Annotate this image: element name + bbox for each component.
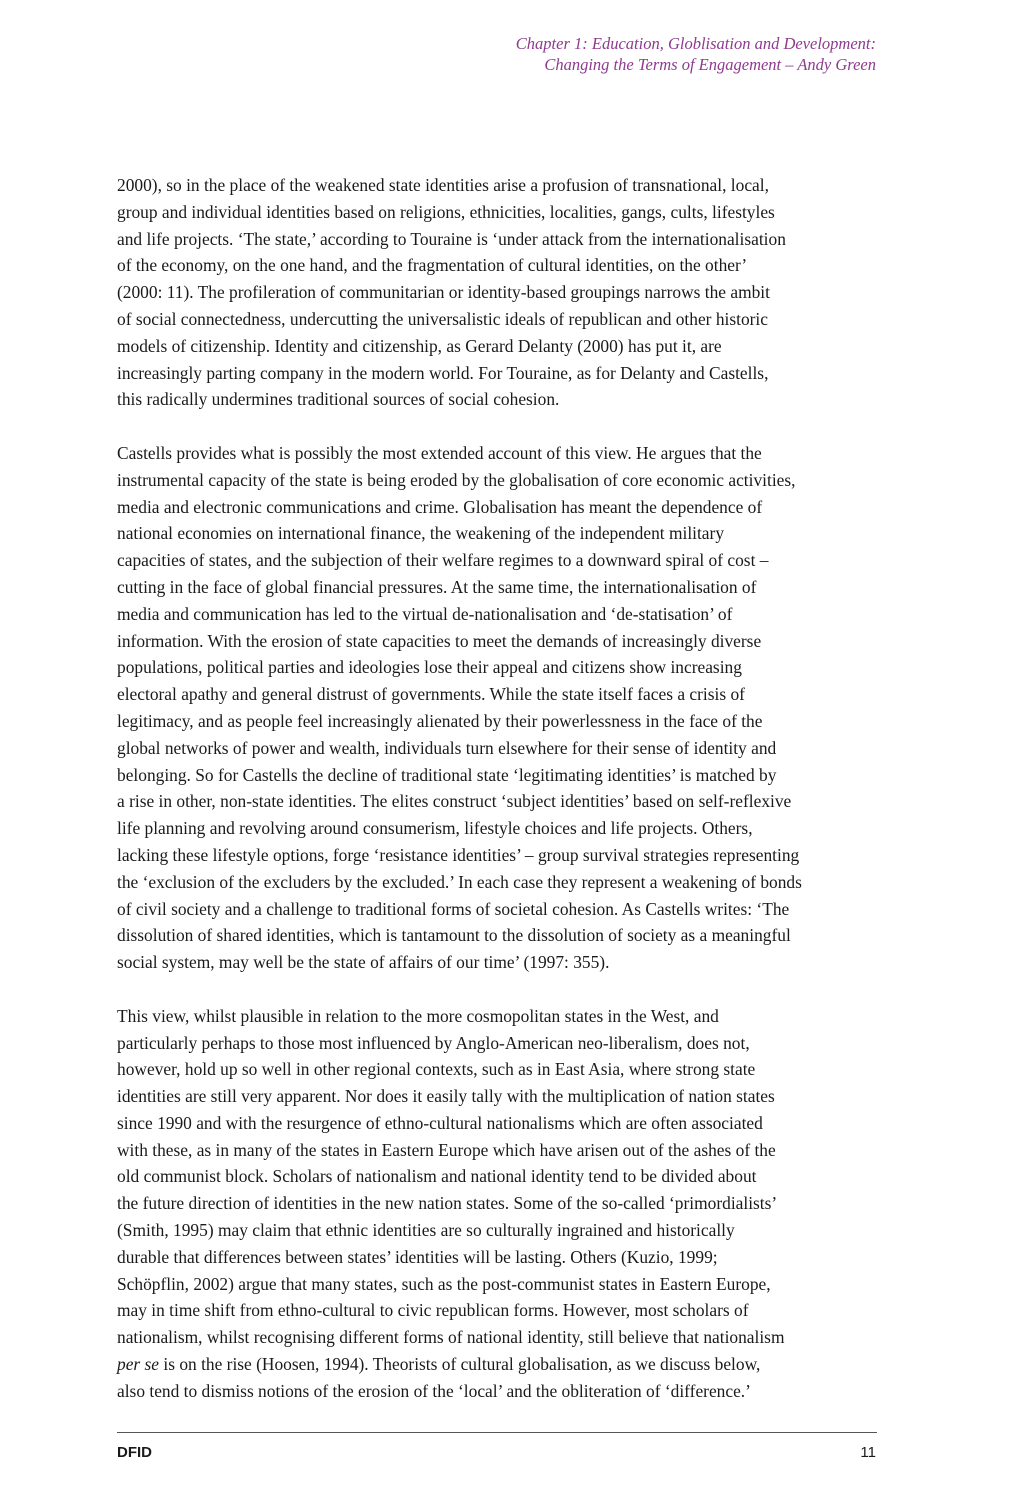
- running-header: [516, 33, 876, 75]
- text-line: media and communication has led to the virtual de-nationalisation and ‘de-statisation’ of: [117, 603, 733, 624]
- text-line: the ‘exclusion of the excluders by the excluded.’ In each case they represent a weakening of bonds: [117, 871, 802, 892]
- text-line: may in time shift from ethno-cultural to civic republican forms. However, most scholars of: [117, 1300, 749, 1321]
- text-line: of the economy, on the one hand, and the fragmentation of cultural identities, on the other’: [117, 255, 748, 276]
- italic-term: per se: [117, 1354, 160, 1375]
- text-line: Schöpflin, 2002) argue that many states, such as the post-communist states in Eastern Europe,: [117, 1273, 771, 1294]
- text-line: legitimacy, and as people feel increasingly alienated by their powerlessness in the face of the: [117, 710, 763, 731]
- text-line: since 1990 and with the resurgence of ethno-cultural nationalisms which are often associated: [117, 1112, 763, 1133]
- text-line: information. With the erosion of state capacities to meet the demands of increasingly diverse: [117, 630, 762, 651]
- text-line: and life projects. ‘The state,’ according to Touraine is ‘under attack from the internationalisation: [117, 228, 786, 249]
- text-line: durable that differences between states’ identities will be lasting. Others (Kuzio, 1999;: [117, 1246, 718, 1267]
- paragraph-1: [117, 172, 877, 413]
- text-line: nationalism, whilst recognising different forms of national identity, still believe that nationalism: [117, 1327, 785, 1348]
- text-line: group and individual identities based on religions, ethnicities, localities, gangs, cults, lifestyles: [117, 201, 775, 222]
- paragraph-2: [117, 440, 877, 976]
- paragraph-3: [117, 1003, 877, 1405]
- text-line: old communist block. Scholars of nationalism and national identity tend to be divided about: [117, 1166, 757, 1187]
- body-text: [117, 172, 877, 1431]
- text-line: 2000), so in the place of the weakened state identities arise a profusion of transnational, local,: [117, 175, 769, 195]
- text-line: particularly perhaps to those most influenced by Anglo-American neo-liberalism, does not,: [117, 1032, 750, 1053]
- text-line: instrumental capacity of the state is being eroded by the globalisation of core economic activities,: [117, 469, 796, 490]
- footer-publisher: DFID: [117, 1444, 152, 1461]
- text-line: [117, 1351, 877, 1378]
- text-line: this radically undermines traditional sources of social cohesion.: [117, 389, 560, 410]
- text-line: belonging. So for Castells the decline of traditional state ‘legitimating identities’ is matched by: [117, 764, 777, 785]
- text-line: national economies on international finance, the weakening of the independent military: [117, 523, 725, 544]
- text-line: life planning and revolving around consumerism, lifestyle choices and life projects. Others,: [117, 818, 753, 839]
- text-line: the future direction of identities in the new nation states. Some of the so-called ‘primordialists’: [117, 1193, 778, 1214]
- text-line: however, hold up so well in other regional contexts, such as in East Asia, where strong state: [117, 1059, 756, 1080]
- text-line: (Smith, 1995) may claim that ethnic identities are so culturally ingrained and historically: [117, 1220, 735, 1241]
- text-line: models of citizenship. Identity and citizenship, as Gerard Delanty (2000) has put it, are: [117, 335, 722, 356]
- text-line: cutting in the face of global financial pressures. At the same time, the internationalisation of: [117, 576, 757, 597]
- text-line: with these, as in many of the states in Eastern Europe which have arisen out of the ashes of the: [117, 1139, 776, 1160]
- text-line: of civil society and a challenge to traditional forms of societal cohesion. As Castells writes: ‘The: [117, 898, 790, 919]
- text-line: a rise in other, non-state identities. The elites construct ‘subject identities’ based on self-reflexive: [117, 791, 792, 812]
- text-line: (2000: 11). The profileration of communitarian or identity-based groupings narrows the ambit: [117, 282, 770, 303]
- text-line: lacking these lifestyle options, forge ‘resistance identities’ – group survival strategies representing: [117, 844, 800, 865]
- text-line: This view, whilst plausible in relation to the more cosmopolitan states in the West, and: [117, 1005, 719, 1026]
- text-line: dissolution of shared identities, which is tantamount to the dissolution of society as a meaningful: [117, 925, 791, 946]
- page-number: 11: [860, 1444, 876, 1461]
- footer-divider: [117, 1432, 877, 1433]
- running-header-line-1: Chapter 1: Education, Globlisation and Development:: [515, 34, 876, 53]
- text-line: also tend to dismiss notions of the erosion of the ‘local’ and the obliteration of ‘difference.’: [117, 1380, 751, 1401]
- text-line: increasingly parting company in the modern world. For Touraine, as for Delanty and Castells,: [117, 362, 769, 383]
- text-line: social system, may well be the state of affairs of our time’ (1997: 355).: [117, 952, 610, 973]
- running-header-line-2: Changing the Terms of Engagement – Andy Green: [544, 55, 876, 74]
- text-line: of social connectedness, undercutting the universalistic ideals of republican and other historic: [117, 308, 768, 329]
- text-line: media and electronic communications and crime. Globalisation has meant the dependence of: [117, 496, 763, 517]
- text-line: Castells provides what is possibly the most extended account of this view. He argues that the: [117, 442, 762, 463]
- text-line: populations, political parties and ideologies lose their appeal and citizens show increasing: [117, 657, 742, 678]
- text-line: electoral apathy and general distrust of governments. While the state itself faces a crisis of: [117, 684, 745, 705]
- text-line: global networks of power and wealth, individuals turn elsewhere for their sense of identity and: [117, 737, 777, 758]
- text-line: identities are still very apparent. Nor does it easily tally with the multiplication of nation states: [117, 1086, 775, 1107]
- text-line-rest: is on the rise (Hoosen, 1994). Theorists of cultural globalisation, as we discuss below,: [159, 1354, 761, 1375]
- text-line: capacities of states, and the subjection of their welfare regimes to a downward spiral of cost –: [117, 550, 769, 571]
